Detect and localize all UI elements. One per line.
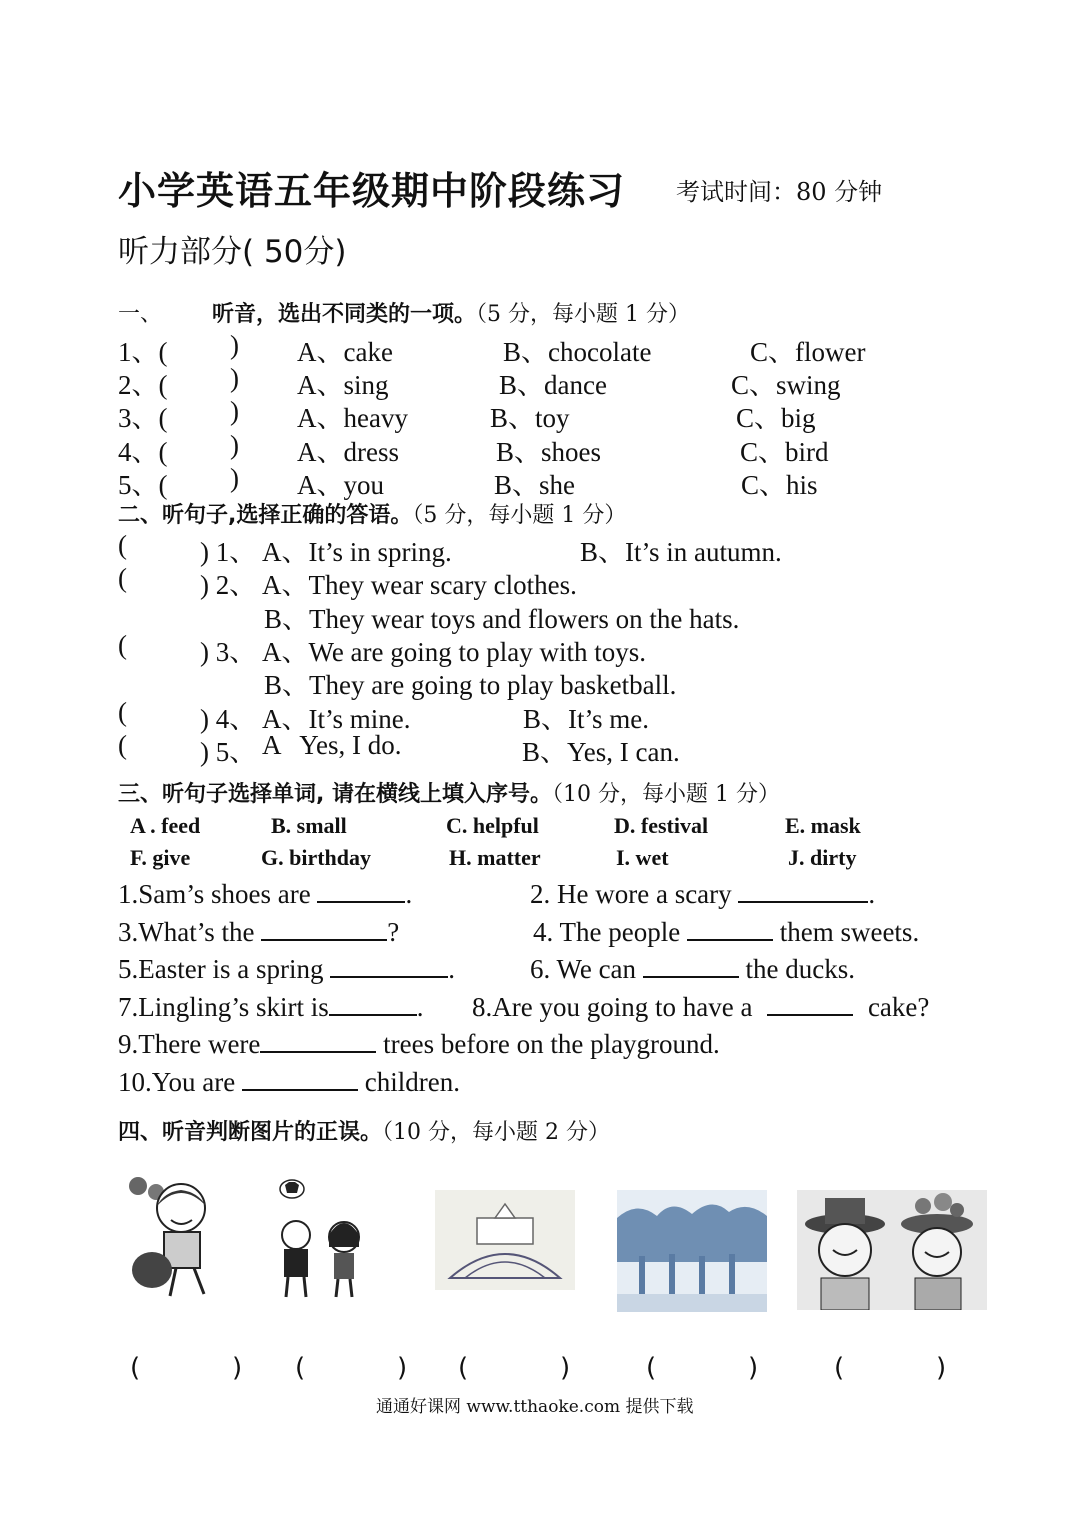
option-b: B、toy bbox=[490, 403, 570, 433]
word-option: C. helpful bbox=[446, 813, 539, 838]
option-b: B、It’s me. bbox=[523, 704, 649, 734]
sentence-4 bbox=[533, 917, 919, 948]
word-option: B. small bbox=[271, 813, 347, 838]
option-b: B、dance bbox=[499, 370, 607, 400]
picture-two-kids bbox=[272, 1177, 368, 1302]
word-option: J. dirty bbox=[788, 845, 857, 870]
option-c: C、swing bbox=[731, 370, 841, 400]
section1-score: （5 分，每小题 1 分） bbox=[476, 302, 691, 327]
sentence-7 bbox=[118, 992, 424, 1023]
sentence-text: cake? bbox=[867, 992, 930, 1022]
sentence-text: them sweets. bbox=[779, 917, 920, 947]
answer-blank[interactable] bbox=[643, 954, 739, 978]
answer-paren-open[interactable]: ( bbox=[118, 730, 127, 760]
answer-paren-open[interactable]: ( bbox=[646, 1353, 657, 1383]
sentence-text: 10.You are bbox=[118, 1067, 236, 1097]
question-number: ) 2、 bbox=[200, 570, 257, 600]
answer-paren-close: ) bbox=[397, 1353, 408, 1383]
word-option: I. wet bbox=[616, 845, 669, 870]
question-number: ) 4、 bbox=[200, 704, 257, 734]
answer-paren-close: ) bbox=[748, 1353, 759, 1383]
option-b: B、she bbox=[494, 470, 575, 500]
part-heading: 听力部分( 50分) bbox=[118, 234, 347, 270]
picture-girl-with-bag bbox=[126, 1172, 220, 1302]
section4-score: （10 分，每小题 2 分） bbox=[382, 1120, 610, 1145]
section4-instruction: 四、听音判断图片的正误。 bbox=[118, 1120, 383, 1145]
answer-paren-open[interactable]: ( bbox=[118, 563, 127, 593]
answer-paren-open[interactable]: ( bbox=[458, 1353, 469, 1383]
answer-paren[interactable]: ) bbox=[230, 396, 239, 426]
question-number: ) 1、 bbox=[200, 537, 257, 567]
option-a: A、heavy bbox=[297, 403, 408, 433]
question-number: ) 5、 bbox=[200, 737, 257, 767]
option-a: A、you bbox=[297, 470, 384, 500]
option-a: A、cake bbox=[297, 337, 393, 367]
sentence-text: 1.Sam’s shoes are bbox=[118, 879, 311, 909]
answer-paren-close: ) bbox=[232, 1353, 243, 1383]
picture-kids-with-hats bbox=[797, 1190, 987, 1310]
option-c: C、flower bbox=[750, 337, 866, 367]
question-number: 5、( bbox=[118, 470, 168, 500]
answer-paren-open[interactable]: ( bbox=[130, 1353, 141, 1383]
sentence-text: ? bbox=[387, 917, 400, 947]
sentence-5 bbox=[118, 954, 455, 985]
question-number: 2、( bbox=[118, 370, 168, 400]
section3-instruction: 三、听句子选择单词, 请在横线上填入序号。 bbox=[118, 782, 553, 807]
answer-blank[interactable] bbox=[317, 879, 405, 903]
sentence-text: 9.There were bbox=[118, 1029, 261, 1059]
exam-time: 考试时间：80 分钟 bbox=[676, 178, 883, 206]
word-option: E. mask bbox=[785, 813, 861, 838]
page-title: 小学英语五年级期中阶段练习 bbox=[118, 169, 626, 213]
answer-blank[interactable] bbox=[767, 992, 853, 1016]
sentence-text: trees before on the playground. bbox=[383, 1029, 720, 1059]
question-number: 3、( bbox=[118, 403, 168, 433]
sentence-text: . bbox=[448, 954, 455, 984]
option-b: B、shoes bbox=[496, 437, 602, 467]
option-a: A、They wear scary clothes. bbox=[262, 570, 577, 600]
answer-paren-open[interactable]: ( bbox=[118, 530, 127, 560]
answer-blank[interactable] bbox=[329, 992, 417, 1016]
option-b: B、Yes, I can. bbox=[522, 737, 680, 767]
sentence-1 bbox=[118, 879, 412, 910]
question-number: ) 3、 bbox=[200, 637, 257, 667]
sentence-6 bbox=[530, 954, 855, 985]
section1-instruction: 听音，选出不同类的一项。 bbox=[212, 302, 477, 327]
sentence-text: 2. He wore a scary bbox=[530, 879, 732, 909]
answer-paren[interactable]: ) bbox=[230, 430, 239, 460]
answer-paren-open[interactable]: ( bbox=[295, 1353, 306, 1383]
picture-school-building bbox=[435, 1190, 575, 1290]
option-c: C、big bbox=[736, 403, 816, 433]
section3-heading bbox=[118, 777, 780, 808]
section3-score: （10 分，每小题 1 分） bbox=[552, 782, 781, 807]
answer-paren-open[interactable]: ( bbox=[118, 697, 127, 727]
footer-credit: 通通好课网 www.tthaoke.com 提供下载 bbox=[376, 1397, 694, 1417]
answer-blank[interactable] bbox=[261, 917, 387, 941]
word-option: H. matter bbox=[449, 845, 541, 870]
section2-score: （5 分，每小题 1 分） bbox=[412, 503, 627, 528]
sentence-text: 6. We can bbox=[530, 954, 637, 984]
sentence-text: 4. The people bbox=[533, 917, 681, 947]
section1-heading bbox=[118, 297, 690, 328]
question-number: 4、( bbox=[118, 437, 168, 467]
option-a: A、We are going to play with toys. bbox=[262, 637, 647, 667]
section1-number: 一、 bbox=[118, 302, 163, 327]
word-option: D. festival bbox=[614, 813, 709, 838]
answer-paren-close: ) bbox=[936, 1353, 947, 1383]
sentence-3 bbox=[118, 917, 399, 948]
word-option: F. give bbox=[130, 845, 191, 870]
answer-paren[interactable]: ) bbox=[230, 330, 239, 360]
question-number: 1、( bbox=[118, 337, 168, 367]
sentence-8 bbox=[472, 992, 929, 1023]
answer-paren[interactable]: ) bbox=[230, 463, 239, 493]
sentence-2 bbox=[530, 879, 875, 910]
sentence-9 bbox=[118, 1029, 720, 1060]
section4-heading bbox=[118, 1115, 610, 1146]
word-option: G. birthday bbox=[261, 845, 372, 870]
answer-blank[interactable] bbox=[242, 1067, 358, 1091]
section2-instruction: 二、听句子,选择正确的答语。 bbox=[118, 503, 413, 528]
option-c: C、his bbox=[741, 470, 818, 500]
option-b: B、It’s in autumn. bbox=[580, 537, 782, 567]
option-a: A、It’s in spring. bbox=[262, 537, 452, 567]
option-b: B、They wear toys and flowers on the hats. bbox=[264, 604, 740, 634]
sentence-text: the ducks. bbox=[745, 954, 856, 984]
sentence-text: 8.Are you going to have a bbox=[472, 992, 753, 1022]
option-a: A、dress bbox=[297, 437, 399, 467]
sentence-text: children. bbox=[364, 1067, 460, 1097]
answer-blank[interactable] bbox=[330, 954, 448, 978]
word-option: A . feed bbox=[130, 813, 201, 838]
section2-heading bbox=[118, 498, 626, 529]
answer-blank[interactable] bbox=[738, 879, 868, 903]
sentence-text: 5.Easter is a spring bbox=[118, 954, 324, 984]
list-item bbox=[118, 463, 168, 502]
sentence-10 bbox=[118, 1067, 460, 1098]
answer-paren-open[interactable]: ( bbox=[834, 1353, 845, 1383]
sentence-text: . bbox=[868, 879, 876, 909]
option-b: B、chocolate bbox=[503, 337, 652, 367]
answer-paren-open[interactable]: ( bbox=[118, 630, 127, 660]
sentence-text: . bbox=[416, 992, 424, 1022]
option-b: B、They are going to play basketball. bbox=[264, 670, 677, 700]
sentence-text: 3.What’s the bbox=[118, 917, 255, 947]
picture-trees bbox=[617, 1190, 767, 1312]
option-a: A Yes, I do. bbox=[262, 730, 402, 760]
sentence-text: . bbox=[405, 879, 413, 909]
answer-blank[interactable] bbox=[687, 917, 773, 941]
answer-paren-close: ) bbox=[560, 1353, 571, 1383]
option-c: C、bird bbox=[740, 437, 829, 467]
option-a: A、sing bbox=[297, 370, 389, 400]
answer-blank[interactable] bbox=[260, 1029, 376, 1053]
answer-paren[interactable]: ) bbox=[230, 363, 239, 393]
sentence-text: 7.Lingling’s skirt is bbox=[118, 992, 329, 1022]
option-a: A、It’s mine. bbox=[262, 704, 411, 734]
